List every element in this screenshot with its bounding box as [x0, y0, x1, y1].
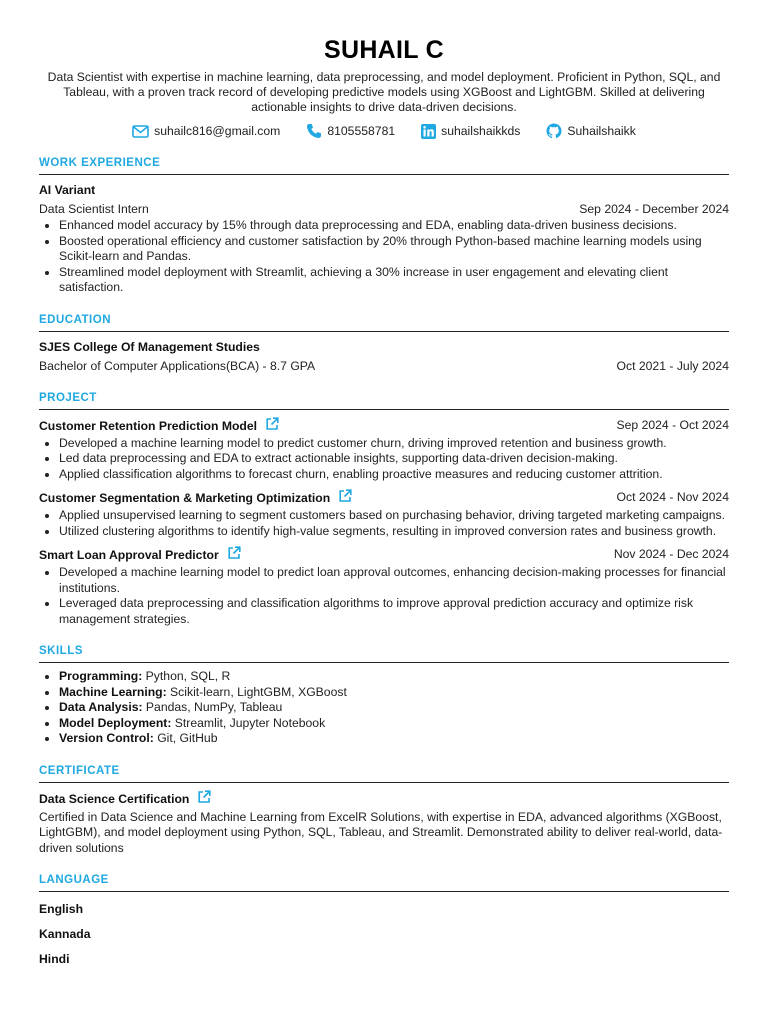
contact-linkedin[interactable]	[421, 124, 520, 139]
github-text[interactable]: Suhailshaikk	[567, 124, 636, 138]
list-item: • Led data preprocessing and EDA to extract actionable insights, supporting data-driven decision-making.	[59, 451, 729, 467]
list-item	[59, 669, 729, 685]
certificate-header	[39, 790, 729, 808]
github-icon	[546, 123, 562, 139]
project-name: Customer Retention Prediction Model	[39, 418, 258, 433]
project-bullets	[39, 436, 729, 483]
education-header	[39, 339, 729, 355]
external-link-icon[interactable]	[227, 546, 241, 564]
skill-key: Model Deployment:	[59, 715, 172, 730]
list-item: • Boosted operational efficiency and customer satisfaction by 20% through Python-based machine learning models using Scikit-learn and Pandas.	[59, 234, 729, 265]
project-title	[39, 546, 241, 564]
education-degree: Bachelor of Computer Applications(BCA) - 8.7 GPA	[39, 358, 316, 373]
phone-icon	[306, 123, 322, 139]
list-item: • Developed a machine learning model to predict customer churn, driving improved retention and business growth.	[59, 436, 729, 452]
skill-key: Machine Learning:	[59, 684, 167, 699]
email-icon	[132, 125, 149, 138]
project-header	[39, 417, 729, 435]
list-item: • Enhanced model accuracy by 15% through data preprocessing and EDA, enabling data-driven business decisions.	[59, 218, 729, 234]
skill-value: Git, GitHub	[153, 731, 218, 745]
linkedin-text[interactable]: suhailshaikkds	[441, 124, 521, 138]
list-item	[59, 731, 729, 747]
project-bullets	[39, 565, 729, 627]
email-text[interactable]: suhailc816@gmail.com	[154, 124, 281, 138]
skill-value: Scikit-learn, LightGBM, XGBoost	[166, 684, 347, 699]
language-item: Hindi	[39, 952, 70, 966]
skill-key: Data Analysis:	[59, 700, 143, 714]
skill-key: Version Control:	[59, 731, 154, 745]
project-title	[39, 489, 352, 507]
section-title-language: LANGUAGE	[39, 874, 729, 892]
work-bullets	[39, 218, 729, 296]
skills-list	[39, 669, 729, 747]
project-title	[39, 417, 279, 435]
list-item: • Applied unsupervised learning to segment customers based on purchasing behavior, driving targeted marketing campaigns.	[59, 508, 729, 524]
contact-github[interactable]	[546, 123, 635, 139]
list-item: • Streamlined model deployment with Streamlit, achieving a 30% increase in user engagement and elevating client satisfaction.	[59, 265, 729, 296]
external-link-icon[interactable]	[197, 790, 211, 808]
section-title-work: WORK EXPERIENCE	[39, 157, 729, 175]
project-dates: Oct 2024 - Nov 2024	[616, 490, 729, 504]
phone-text[interactable]: 8105558781	[327, 124, 396, 138]
project-dates: Sep 2024 - Oct 2024	[616, 417, 729, 432]
list-item	[59, 700, 729, 716]
summary: Data Scientist with expertise in machine learning, data preprocessing, and model deployment. Proficient in Python, SQL, and Tableau, with a proven track record of developing predictive models using XGBoost and LightGBM. Skilled at delivering actionable insights to drive data-driven decisions.	[47, 70, 721, 114]
list-item: • Applied classification algorithms to forecast churn, enabling proactive measures and reducing customer attrition.	[59, 467, 729, 483]
language-item: English	[39, 902, 84, 916]
work-role-row	[39, 201, 729, 217]
contact-email[interactable]	[132, 124, 280, 138]
education-school: SJES College Of Management Studies	[39, 339, 260, 354]
project-bullets	[39, 508, 729, 539]
contact-bar	[39, 123, 729, 139]
certificate-description: Certified in Data Science and Machine Learning from ExcelR Solutions, with expertise in EDA, advanced algorithms (XGBoost, LightGBM), and model deployment using Python, SQL, Tableau, and Streamlit. Demonstrated ability to deliver real-world, data-driven solutions	[39, 809, 723, 855]
skill-key: Programming:	[59, 669, 143, 683]
section-title-skills: SKILLS	[39, 645, 729, 663]
list-item: • Developed a machine learning model to predict loan approval outcomes, enhancing decision-making processes for financial institutions.	[59, 565, 729, 596]
project-header	[39, 546, 729, 564]
list-item: • Leveraged data preprocessing and classification algorithms to improve approval prediction accuracy and optimize risk management strategies.	[59, 596, 729, 627]
skill-value: Pandas, NumPy, Tableau	[142, 700, 283, 714]
candidate-name: SUHAIL C	[323, 36, 444, 64]
external-link-icon[interactable]	[265, 417, 279, 435]
linkedin-icon	[421, 124, 436, 139]
language-item: Kannada	[39, 927, 91, 941]
education-row	[39, 358, 729, 374]
certificate-title	[39, 790, 211, 808]
list-item	[59, 685, 729, 701]
section-title-education: EDUCATION	[39, 314, 729, 332]
education-dates: Oct 2021 - July 2024	[616, 358, 729, 373]
project-name: Smart Loan Approval Predictor	[39, 548, 219, 562]
project-name: Customer Segmentation & Marketing Optimization	[39, 491, 331, 505]
work-dates: Sep 2024 - December 2024	[579, 202, 729, 216]
project-header	[39, 489, 729, 507]
skill-value: Python, SQL, R	[142, 669, 231, 683]
external-link-icon[interactable]	[338, 489, 352, 507]
list-item: • Utilized clustering algorithms to identify high-value segments, resulting in improved conversion rates and business growth.	[59, 524, 729, 540]
certificate-name: Data Science Certification	[39, 791, 190, 806]
list-item	[59, 716, 729, 732]
work-header	[39, 182, 729, 198]
project-dates: Nov 2024 - Dec 2024	[613, 547, 729, 561]
work-company: AI Variant	[39, 183, 96, 197]
skill-value: Streamlit, Jupyter Notebook	[171, 715, 326, 730]
contact-phone[interactable]	[306, 123, 395, 139]
section-title-certificate: CERTIFICATE	[39, 765, 729, 783]
section-title-project: PROJECT	[39, 392, 729, 410]
work-role: Data Scientist Intern	[39, 202, 149, 216]
